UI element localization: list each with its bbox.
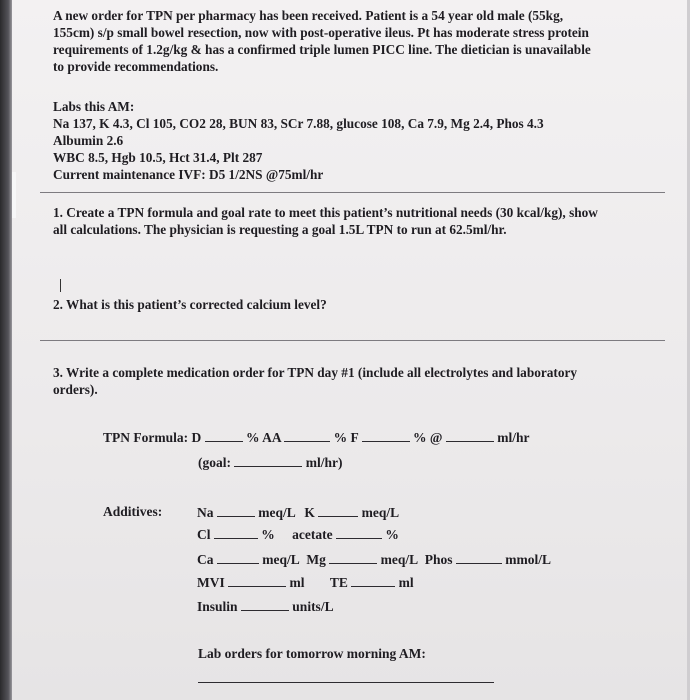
rate-unit-label: ml/hr bbox=[497, 430, 530, 445]
phos-label: Phos bbox=[424, 552, 453, 567]
rate-blank[interactable] bbox=[446, 429, 494, 442]
te-unit: ml bbox=[398, 575, 414, 590]
insulin-blank[interactable] bbox=[241, 598, 289, 611]
mg-blank[interactable] bbox=[329, 551, 377, 564]
cl-unit: % bbox=[261, 527, 275, 542]
mvi-label: MVI bbox=[197, 575, 225, 590]
k-unit: meq/L bbox=[361, 505, 400, 520]
te-label: TE bbox=[329, 575, 348, 590]
labs-line-4: Current maintenance IVF: D5 1/2NS @75ml/hr bbox=[53, 167, 324, 182]
phos-unit: mmol/L bbox=[505, 552, 552, 567]
question-3 bbox=[53, 364, 668, 398]
ca-unit: meq/L bbox=[262, 552, 300, 567]
case-intro bbox=[53, 7, 668, 75]
divider-2 bbox=[40, 340, 665, 341]
intro-line-2: 155cm) s/p small bowel resection, now with post-operative ileus. Pt has moderate stress protein bbox=[53, 25, 589, 40]
insulin-unit: units/L bbox=[292, 599, 334, 614]
q1-line-1: 1. Create a TPN formula and goal rate to meet this patient’s nutritional needs (30 kcal/kg), show bbox=[53, 205, 598, 220]
additive-row-2 bbox=[197, 526, 399, 543]
na-label: Na bbox=[197, 505, 214, 520]
labs-section bbox=[53, 98, 668, 183]
acetate-blank[interactable] bbox=[336, 526, 382, 539]
q1-line-2: all calculations. The physician is requesting a goal 1.5L TPN to run at 62.5ml/hr. bbox=[53, 222, 507, 237]
tpn-formula-row bbox=[103, 429, 529, 446]
labs-line-3: WBC 8.5, Hgb 10.5, Hct 31.4, Plt 287 bbox=[53, 150, 263, 165]
k-label: K bbox=[304, 505, 315, 520]
additives-label: Additives: bbox=[103, 504, 163, 519]
question-2 bbox=[53, 296, 668, 313]
labs-line-1: Na 137, K 4.3, Cl 105, CO2 28, BUN 83, SCr 7.88, glucose 108, Ca 7.9, Mg 2.4, Phos 4.3 bbox=[53, 116, 544, 131]
q2-text: 2. What is this patient’s corrected calcium level? bbox=[53, 297, 327, 312]
na-blank[interactable] bbox=[217, 504, 255, 517]
aa-blank[interactable] bbox=[284, 429, 330, 442]
k-blank[interactable] bbox=[318, 504, 358, 517]
fat-blank[interactable] bbox=[362, 429, 410, 442]
ca-blank[interactable] bbox=[217, 551, 259, 564]
labs-line-2: Albumin 2.6 bbox=[53, 133, 124, 148]
insulin-label: Insulin bbox=[197, 599, 238, 614]
mvi-blank[interactable] bbox=[228, 574, 286, 587]
goal-unit: ml/hr) bbox=[305, 455, 343, 470]
labs-heading: Labs this AM: bbox=[53, 99, 135, 114]
additive-row-1 bbox=[197, 504, 399, 521]
intro-line-3: requirements of 1.2g/kg & has a confirmed triple lumen PICC line. The dietician is unavailable bbox=[53, 42, 591, 57]
intro-line-1: A new order for TPN per pharmacy has been received. Patient is a 54 year old male (55kg, bbox=[53, 8, 564, 23]
page-left-edge bbox=[0, 0, 12, 700]
goal-label: (goal: bbox=[198, 455, 231, 470]
margin-mark bbox=[12, 172, 16, 218]
intro-line-4: to provide recommendations. bbox=[53, 59, 219, 74]
phos-blank[interactable] bbox=[456, 551, 502, 564]
dextrose-blank[interactable] bbox=[205, 429, 243, 442]
tpn-formula-label: TPN Formula: D bbox=[103, 430, 202, 445]
lab-orders-blank[interactable] bbox=[198, 682, 494, 683]
cl-label: Cl bbox=[197, 527, 211, 542]
question-1 bbox=[53, 204, 668, 238]
additive-row-5 bbox=[197, 598, 334, 615]
acetate-unit: % bbox=[385, 527, 399, 542]
ca-label: Ca bbox=[197, 552, 214, 567]
q3-line-2: orders). bbox=[53, 382, 98, 397]
divider-1 bbox=[40, 192, 665, 193]
aa-label: % AA bbox=[246, 430, 281, 445]
na-unit: meq/L bbox=[258, 505, 296, 520]
additive-row-4 bbox=[197, 574, 414, 591]
mg-label: Mg bbox=[306, 552, 326, 567]
acetate-label: acetate bbox=[292, 527, 333, 542]
cl-blank[interactable] bbox=[214, 526, 258, 539]
q3-line-1: 3. Write a complete medication order for TPN day #1 (include all electrolytes and laboratory bbox=[53, 365, 578, 380]
goal-row bbox=[198, 454, 343, 471]
rate-at-label: % @ bbox=[413, 430, 443, 445]
mvi-unit: ml bbox=[289, 575, 305, 590]
text-cursor bbox=[60, 279, 61, 292]
fat-label: % F bbox=[333, 430, 359, 445]
goal-blank[interactable] bbox=[234, 454, 302, 467]
mg-unit: meq/L bbox=[380, 552, 418, 567]
lab-orders-label: Lab orders for tomorrow morning AM: bbox=[198, 646, 426, 661]
additive-row-3 bbox=[197, 551, 551, 568]
te-blank[interactable] bbox=[351, 574, 395, 587]
